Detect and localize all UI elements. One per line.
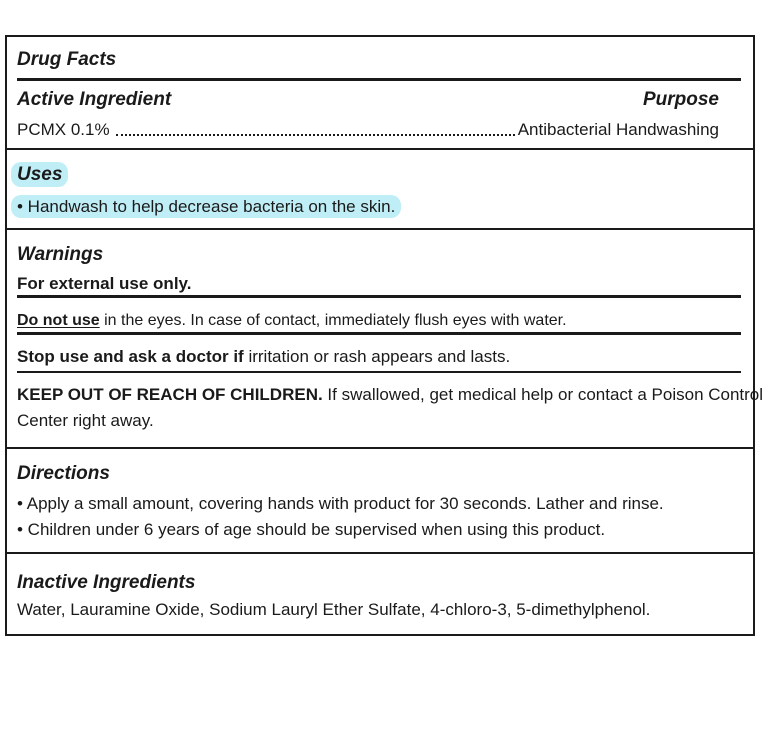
- stop-use-detail: irritation or rash appears and lasts.: [243, 347, 511, 366]
- warnings-rule-3: [17, 371, 741, 373]
- uses-heading-highlight: Uses: [11, 162, 68, 187]
- do-not-use-label: Do not use: [17, 312, 100, 329]
- keep-out-label: KEEP OUT OF REACH OF CHILDREN.: [17, 385, 323, 404]
- directions-section: [7, 447, 753, 554]
- uses-item: [17, 196, 401, 217]
- uses-heading: [17, 164, 68, 186]
- uses-section: [7, 148, 753, 230]
- drug-facts-panel: [5, 35, 764, 636]
- ingredient-name: PCMX 0.1%: [17, 120, 110, 139]
- directions-item-2: • Children under 6 years of age should be supervised when using this product.: [17, 520, 606, 539]
- warnings-rule-2: [17, 332, 741, 335]
- uses-item-highlight: • Handwash to help decrease bacteria on the skin.: [11, 195, 401, 218]
- dot-leader: [116, 126, 515, 136]
- drug-facts-title: Drug Facts: [17, 49, 117, 70]
- active-ingredient-heading: Active Ingredient: [17, 89, 172, 110]
- stop-use-text: [17, 346, 510, 367]
- keep-out-detail: If swallowed, get medical help or contact a Poison Control: [322, 385, 764, 404]
- warnings-heading: Warnings: [17, 244, 104, 265]
- active-ingredient-row: [17, 119, 719, 140]
- do-not-use-detail: in the eyes. In case of contact, immediately flush eyes with water.: [99, 312, 567, 329]
- active-ingredient-section: [7, 37, 753, 150]
- inactive-ingredients-heading: Inactive Ingredients: [17, 572, 196, 593]
- inactive-ingredients-section: [7, 552, 753, 636]
- warnings-rule-1: [17, 295, 741, 298]
- keep-out-text-1: [17, 384, 763, 405]
- ingredient-purpose: Antibacterial Handwashing: [517, 120, 719, 139]
- title-rule: [17, 78, 741, 81]
- directions-heading: Directions: [17, 463, 110, 484]
- inactive-ingredients-text: Water, Lauramine Oxide, Sodium Lauryl Ether Sulfate, 4-chloro-3, 5-dimethylphenol.: [17, 600, 651, 619]
- directions-item-1: • Apply a small amount, covering hands with product for 30 seconds. Lather and rinse.: [17, 494, 664, 513]
- do-not-use-text: [17, 310, 567, 331]
- warnings-section: [7, 228, 764, 449]
- stop-use-label: Stop use and ask a doctor if: [17, 347, 244, 366]
- purpose-heading: Purpose: [642, 89, 719, 110]
- keep-out-text-2: Center right away.: [17, 411, 154, 430]
- external-use-label: For external use only.: [17, 274, 192, 293]
- external-use-text: [17, 273, 191, 294]
